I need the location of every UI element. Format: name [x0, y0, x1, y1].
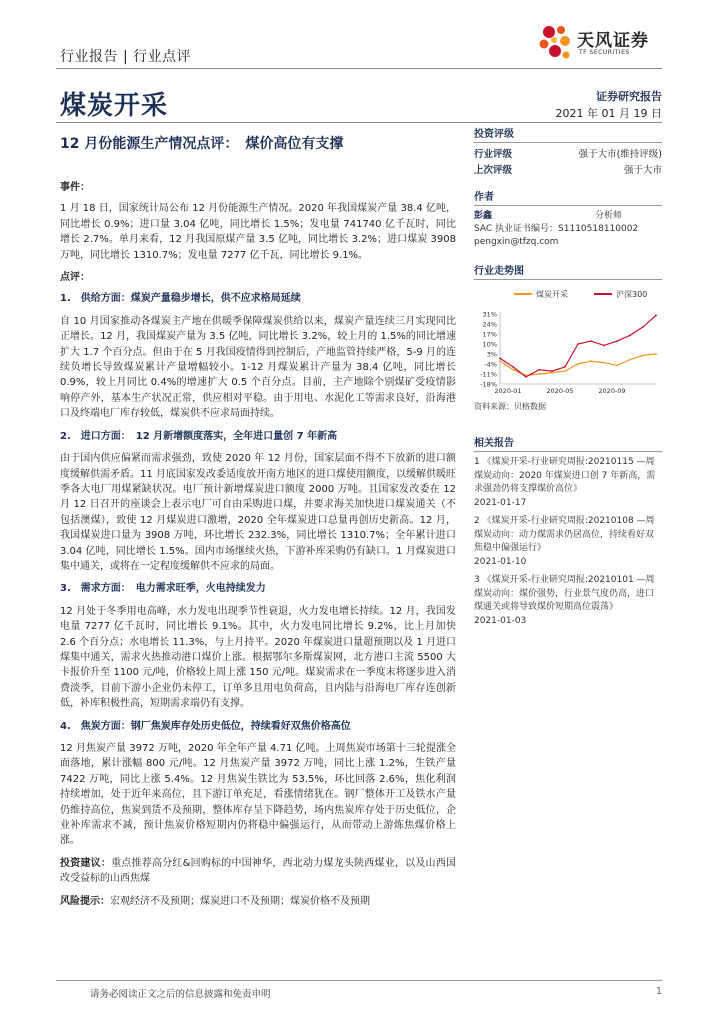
data-point	[655, 315, 657, 317]
trend-chart	[474, 284, 662, 396]
data-point	[590, 340, 592, 342]
data-point	[538, 369, 540, 371]
advice-text: 重点推荐高分红&回购标的中国神华，西北动力煤龙头陕西煤业，以及山西国改受益标的山西焦煤	[60, 857, 456, 885]
data-point	[551, 370, 553, 372]
y-tick-label: 17%	[482, 330, 497, 339]
section-2-title: 2. 进口方面： 12 月新增额度落实，全年进口量创 7 年新高	[60, 430, 338, 442]
section-1-text: 自 10 月国家推动各煤炭主产地在供暖季保障煤炭供给以来，煤炭产量连续三月实现同比正增长。12 月，我国煤炭产量为 3.5 亿吨，同比增长 3.2%，较上月的 1.5%的同比增速扩大 1.7 个百分点。但由于在 5 月我国疫情得到控制后，产地监管持续严格，5-9 月的连续负增长导致煤炭累计产量增幅较小。1-12 月煤炭累计产量为 38.4 亿吨，同比增长 0.9%，较上月同比 0.4%的增速扩大 0.5 个百分点。目前，主产地除个别煤矿受疫情影响停产外，基本生产状况正常，供应相对平稳。由于用电、水泥化工等需求良好，沿海港口及终端电厂库存较低，煤炭供不应求局面持续。	[60, 315, 456, 420]
advice-label: 投资建议：	[60, 857, 112, 869]
title-divider	[56, 122, 662, 123]
related-report-date: 2021-01-10	[474, 556, 527, 567]
event-text: 1 月 18 日，国家统计局公布 12 月份能源生产情况。2020 年我国煤炭产量 38.4 亿吨，同比增长 0.9%；进口量 3.04 亿吨，同比增长 1.5%；发电量 741740 亿千瓦时，同比增长 2.7%。单月来看，12 月我国原煤产量 3.5 亿吨，同比增长 3.2%；进口煤炭 3908 万吨，同比增长 1310.7%；发电量 7277 亿千瓦，同比增长 9.1%。	[60, 203, 456, 261]
y-tick-label: 24%	[482, 320, 497, 329]
y-tick-label: 3%	[486, 350, 497, 359]
data-point	[525, 376, 527, 378]
data-point	[629, 335, 631, 337]
author-role: 分析师	[594, 211, 622, 221]
data-point	[499, 357, 501, 359]
chart-title: 行业走势图	[474, 262, 662, 280]
industry-title: 煤炭开采	[60, 91, 169, 121]
event-label: 事件：	[60, 182, 90, 193]
x-tick-label: 2020-09	[598, 387, 626, 395]
page-number: 1	[655, 986, 662, 997]
author-panel	[474, 188, 662, 249]
x-tick-label: 2020-05	[546, 387, 574, 395]
rating-prev-key: 上次评级	[474, 165, 513, 176]
trend-chart-panel	[474, 262, 662, 412]
section-3-title: 3. 需求方面： 电力需求旺季，火电持续发力	[60, 583, 266, 595]
rating-title: 投资评级	[474, 125, 662, 143]
chart-source: 资料来源：贝格数据	[474, 402, 546, 411]
rating-industry-row	[474, 147, 662, 163]
y-tick-label: -11%	[480, 370, 497, 379]
risk-label: 风险提示：	[60, 895, 110, 907]
related-report-item[interactable]: 3 《煤炭开采-行业研究周报:20210101 —周煤炭动向：煤价强势，行业景气度仍高，进口煤通关或将导致煤价短期高位震荡》	[474, 575, 655, 612]
company-logo	[535, 22, 663, 66]
related-report-date: 2021-01-17	[474, 497, 527, 508]
y-tick-label: -4%	[484, 360, 497, 369]
comment-label: 点评：	[60, 272, 90, 284]
investment-advice	[60, 856, 456, 887]
related-report-item[interactable]: 1 《煤炭开采-行业研究周报:20210115 —周煤炭动向：2020 年煤炭进口创 7 年新高，需求强劲仍将支撑煤价高位》	[474, 457, 656, 494]
related-reports-panel	[474, 434, 662, 633]
section-4-title: 4. 焦炭方面：钢厂焦炭库存处历史低位，持续看好双焦价格高位	[60, 720, 351, 732]
legend-label: 煤炭开采	[536, 290, 568, 299]
rating-prev-row	[474, 163, 662, 179]
report-headline: 12 月份能源生产情况点评： 煤价高位有支撑	[60, 136, 344, 152]
section-2-text: 由于国内供应偏紧而需求强劲，致使 2020 年 12 月份，国家层面不得不下放新的进口额度缓解供需矛盾。11 月底国家发改委适度放开南方地区的进口煤使用额度，以缓解供暖旺季各大电厂用煤紧缺状况。电厂预计新增煤炭进口额度 2000 万吨。且国家发改委在 12 月 12 日召开的座谈会上表示电厂可自由采购进口煤，并要求海关加快进口煤炭通关（不包括澳煤），致使 12 月煤炭进口激增，2020 全年煤炭进口总量再创历史新高。12 月，我国煤炭进口量为 3908 万吨，环比增长 232.3%，同比增长 1310.7%；全年累计进口 3.04 亿吨，同比增长 1.5%。国内市场继续火热，下游补库采购仍有缺口。1 月煤炭进口集中通关，或将在一定程度缓解供不应求的局面。	[60, 453, 456, 572]
report-type: 证券研究报告	[596, 90, 662, 103]
series-line	[500, 315, 656, 377]
legend-label: 沪深300	[616, 290, 648, 299]
risk-warning	[60, 894, 456, 909]
data-point	[642, 326, 644, 328]
y-tick-label: -18%	[480, 380, 497, 389]
data-point	[564, 366, 566, 368]
author-title: 作者	[474, 188, 662, 206]
rating-prev-value: 强于大市	[623, 165, 662, 176]
rating-industry-value: 强于大市(维持评级)	[578, 149, 662, 160]
data-point	[603, 345, 605, 347]
y-tick-label: 10%	[482, 340, 497, 349]
logo-english: TF SECURITIES	[579, 49, 630, 56]
related-title: 相关报告	[474, 434, 662, 452]
author-name-row	[474, 210, 662, 223]
related-report-item[interactable]: 2 《煤炭开采-行业研究周报:20210108 —周煤炭动向：动力煤需求仍居高位，持续看好双焦稳中偏强运行》	[474, 516, 655, 553]
logo-name: 天风证券	[577, 31, 649, 51]
data-point	[642, 355, 644, 357]
report-category: 行业报告 | 行业点评	[60, 49, 192, 65]
data-point	[512, 366, 514, 368]
data-point	[616, 365, 618, 367]
risk-text: 宏观经济不及预期；煤炭进口不及预期；煤炭价格不及预期	[110, 895, 370, 907]
main-content	[60, 180, 456, 916]
data-point	[616, 340, 618, 342]
report-date: 2021 年 01 月 19 日	[555, 107, 662, 120]
data-point	[512, 369, 514, 371]
section-3-text: 12 月处于冬季用电高峰，水力发电出现季节性衰退，火力发电增长持续。12 月，我国发电量 7277 亿千瓦时，同比增长 9.1%。其中，火力发电同比增长 9.2%，比上月加快 2.6 个百分点；水电增长 11.3%，与上月持平。2020 年煤炭进口量超预期以及 1 月进口煤集中通关，需求火热推动港口煤价上涨。根据鄂尔多斯煤炭网，北方港口主流 5500 大卡报价升至 1100 元/吨，价格较上周上涨 150 元/吨。煤炭需求在一季度末将逐步进入消费淡季，目前下游小企业仍未停工，订单多且用电负荷高，且内陆与沿海电厂库存连创新低，补库积极性高，短期需求端仍有支撑。	[60, 605, 456, 710]
data-point	[603, 362, 605, 364]
data-point	[590, 360, 592, 362]
related-report-date: 2021-01-03	[474, 615, 527, 626]
header-divider	[56, 68, 662, 69]
y-tick-label: 31%	[482, 310, 497, 319]
footer-divider	[56, 980, 662, 981]
x-tick-label: 2020-01	[494, 387, 522, 395]
data-point	[564, 370, 566, 372]
data-point	[577, 363, 579, 365]
section-1-title: 1. 供给方面：煤炭产量稳步增长，供不应求格局延续	[60, 293, 301, 305]
author-cert: SAC 执业证书编号：S1110518110002	[474, 224, 639, 234]
author-name: 彭鑫	[474, 211, 493, 221]
author-email[interactable]: pengxin@tfzq.com	[474, 237, 559, 247]
data-point	[655, 353, 657, 355]
data-point	[577, 343, 579, 345]
data-point	[629, 359, 631, 361]
rating-panel	[474, 125, 662, 179]
data-point	[499, 360, 501, 362]
rating-industry-key: 行业评级	[474, 149, 513, 160]
tf-flower-icon	[535, 22, 575, 66]
disclaimer-text: 请务必阅读正文之后的信息披露和免责申明	[90, 989, 271, 1000]
data-point	[538, 373, 540, 375]
section-4-text: 12 月焦炭产量 3972 万吨，2020 年全年产量 4.71 亿吨。上周焦炭市场第十三轮提涨全面落地，累计涨幅 800 元/吨。12 月焦炭产量 3972 万吨，同比上涨 1.2%，生铁产量 7422 万吨，同比上涨 5.4%。12 月焦炭生铁比为 53.5%，环比回落 2.6%，焦化利润持续增加，处于近年来高位，且下游订单充足，看涨情绪犹在。钢厂整体开工及铁水产量仍维持高位，焦炭到货不及预期，整体库存呈下降趋势，场内焦炭库存处于历史低位，企业补库需求不减，预计焦炭价格短期内仍将稳中偏强运行，从而带动上游炼焦煤价格上涨。	[60, 743, 456, 847]
